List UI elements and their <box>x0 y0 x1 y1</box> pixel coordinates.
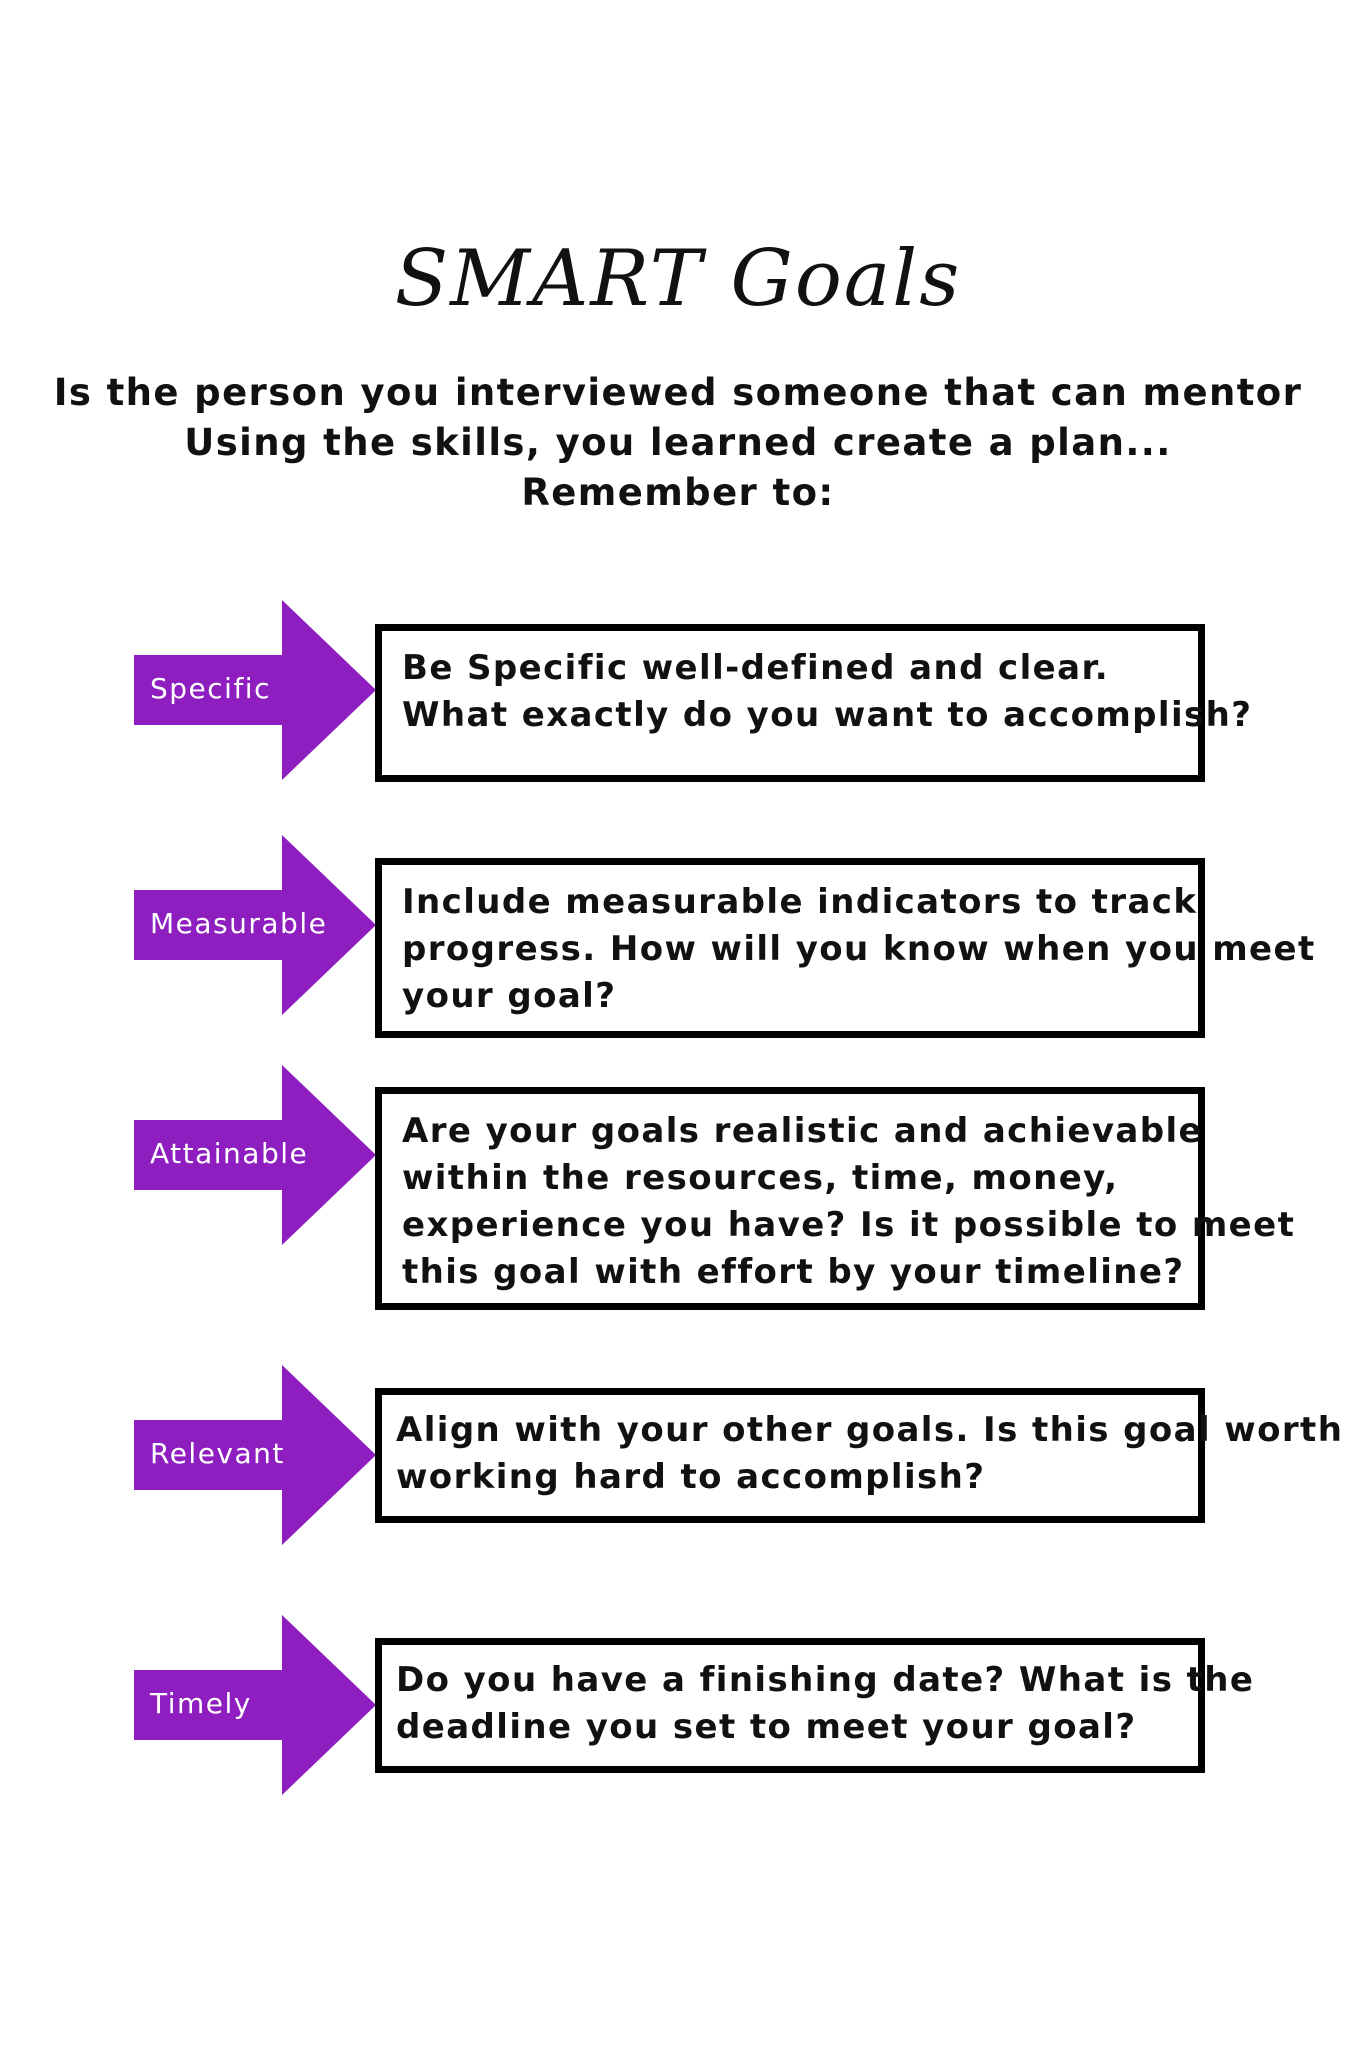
description-box <box>375 624 1253 782</box>
arrow-icon <box>134 1065 376 1245</box>
page-title: SMART Goals <box>394 234 962 324</box>
arrow-label-relevant: Relevant <box>150 1437 285 1470</box>
description-box <box>375 1388 1344 1523</box>
description-line: progress. How will you know when you meet <box>402 929 1316 969</box>
description-line: deadline you set to meet your goal? <box>396 1707 1137 1747</box>
description-text <box>402 645 1252 739</box>
arrow-icon <box>134 600 376 780</box>
smart-row-measurable <box>0 835 1356 1040</box>
description-line: within the resources, time, money, <box>402 1158 1119 1198</box>
description-line: Include measurable indicators to track <box>402 882 1198 922</box>
arrow-icon <box>134 835 376 1015</box>
intro-line-1: Is the person you interviewed someone that can mentor <box>53 371 1303 414</box>
description-text <box>402 879 1316 1020</box>
smart-row-relevant <box>0 1365 1356 1550</box>
description-text <box>402 1108 1295 1296</box>
arrow-icon <box>134 1365 376 1545</box>
description-line: working hard to accomplish? <box>396 1457 986 1497</box>
arrow-label-attainable: Attainable <box>150 1137 309 1170</box>
description-box <box>375 858 1316 1038</box>
description-line: your goal? <box>402 976 617 1016</box>
description-line: this goal with effort by your timeline? <box>402 1252 1185 1292</box>
description-box <box>375 1087 1296 1310</box>
arrow-label-timely: Timely <box>150 1687 252 1720</box>
description-box <box>375 1638 1255 1773</box>
arrow-label-specific: Specific <box>150 672 271 705</box>
smart-row-timely <box>0 1615 1356 1800</box>
arrow-icon <box>134 1615 376 1795</box>
description-line: Align with your other goals. Is this goal worth <box>396 1410 1344 1450</box>
intro-text <box>0 368 1356 518</box>
intro-line-3: Remember to: <box>521 471 835 514</box>
description-line: experience you have? Is it possible to meet <box>402 1205 1296 1245</box>
description-text <box>396 1407 1343 1501</box>
description-line: Do you have a finishing date? What is the <box>396 1660 1255 1700</box>
description-line: Are your goals realistic and achievable <box>402 1111 1203 1151</box>
description-line: What exactly do you want to accomplish? <box>402 695 1253 735</box>
description-text <box>396 1657 1254 1751</box>
arrow-label-measurable: Measurable <box>150 907 328 940</box>
smart-row-specific <box>0 600 1356 785</box>
description-line: Be Specific well-defined and clear. <box>402 648 1110 688</box>
intro-line-2: Using the skills, you learned create a plan... <box>184 421 1172 464</box>
smart-row-attainable <box>0 1065 1356 1315</box>
